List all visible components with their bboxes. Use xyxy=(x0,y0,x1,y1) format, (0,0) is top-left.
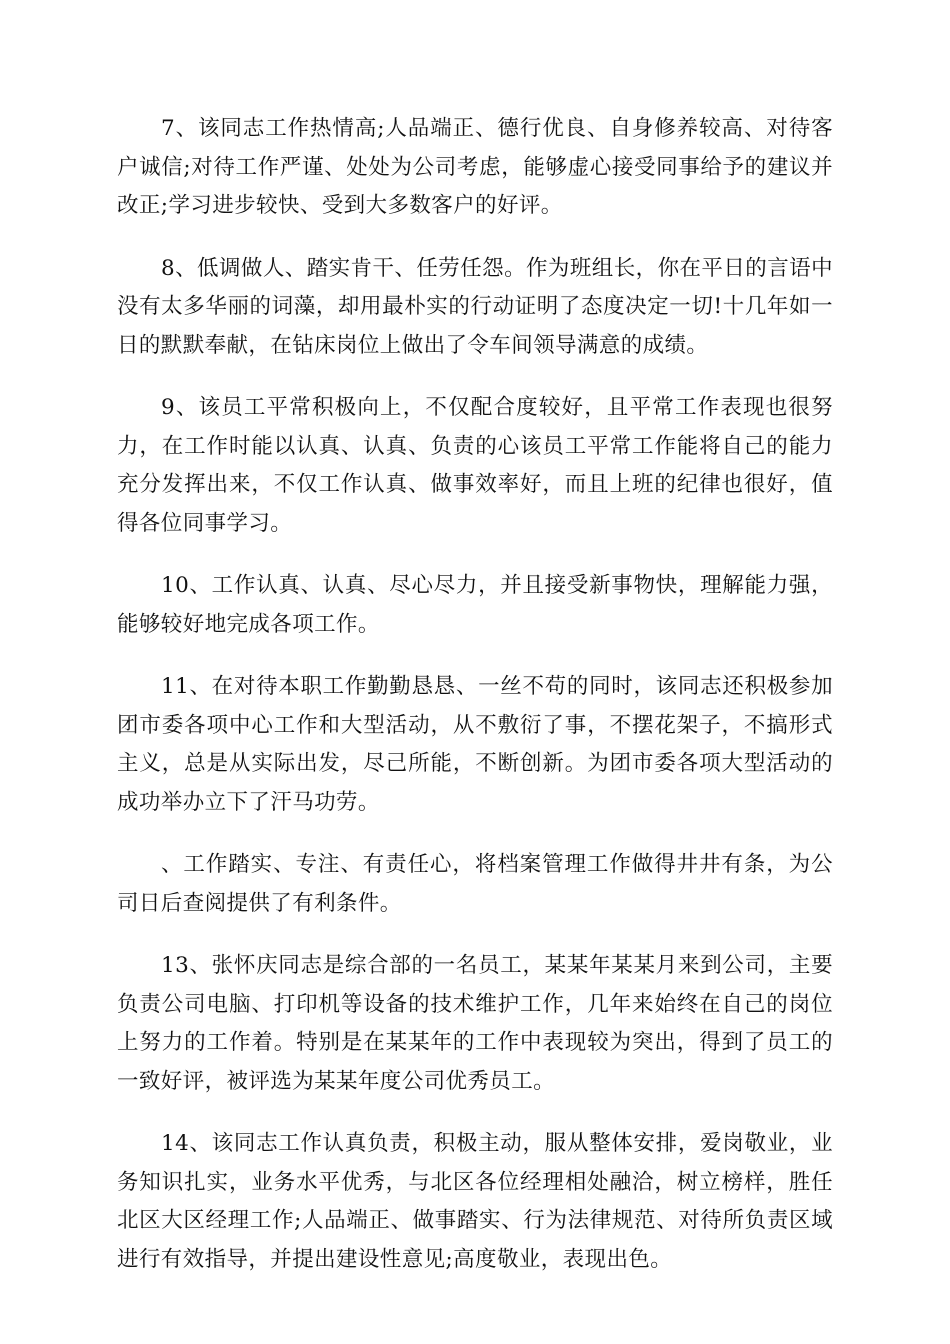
paragraph-7: 7、该同志工作热情高;人品端正、德行优良、自身修养较高、对待客户诚信;对待工作严谨、处处为公司考虑，能够虚心接受同事给予的建议并改正;学习进步较快、受到大多数客户的好评。 xyxy=(117,116,833,218)
paragraph-10: 10、工作认真、认真、尽心尽力，并且接受新事物快，理解能力强，能够较好地完成各项工作。 xyxy=(117,573,833,637)
paragraph-8: 8、低调做人、踏实肯干、任劳任怨。作为班组长，你在平日的言语中没有太多华丽的词藻，却用最朴实的行动证明了态度决定一切!十几年如一日的默默奉献，在钻床岗位上做出了令车间领导满意的成绩。 xyxy=(117,255,833,358)
document-body xyxy=(117,110,833,1303)
paragraph-12: 、工作踏实、专注、有责任心，将档案管理工作做得井井有条，为公司日后查阅提供了有利条件。 xyxy=(117,852,833,916)
paragraph-14: 14、该同志工作认真负责，积极主动，服从整体安排，爱岗敬业，业务知识扎实，业务水平优秀，与北区各位经理相处融洽，树立榜样，胜任北区大区经理工作;人品端正、做事踏实、行为法律规范、对待所负责区域进行有效指导，并提出建设性意见;高度敬业，表现出色。 xyxy=(117,1131,833,1272)
paragraph-11: 11、在对待本职工作勤勤恳恳、一丝不苟的同时，该同志还积极参加团市委各项中心工作和大型活动，从不敷衍了事，不摆花架子，不搞形式主义，总是从实际出发，尽己所能，不断创新。为团市委各项大型活动的成功举办立下了汗马功劳。 xyxy=(117,674,833,815)
paragraph-13: 13、张怀庆同志是综合部的一名员工，某某年某某月来到公司，主要负责公司电脑、打印机等设备的技术维护工作，几年来始终在自己的岗位上努力的工作着。特别是在某某年的工作中表现较为突出，得到了员工的一致好评，被评选为某某年度公司优秀员工。 xyxy=(117,953,833,1094)
paragraph-9: 9、该员工平常积极向上，不仅配合度较好，且平常工作表现也很努力，在工作时能以认真、认真、负责的心该员工平常工作能将自己的能力充分发挥出来，不仅工作认真、做事效率好，而且上班的纪律也很好，值得各位同事学习。 xyxy=(117,395,833,536)
